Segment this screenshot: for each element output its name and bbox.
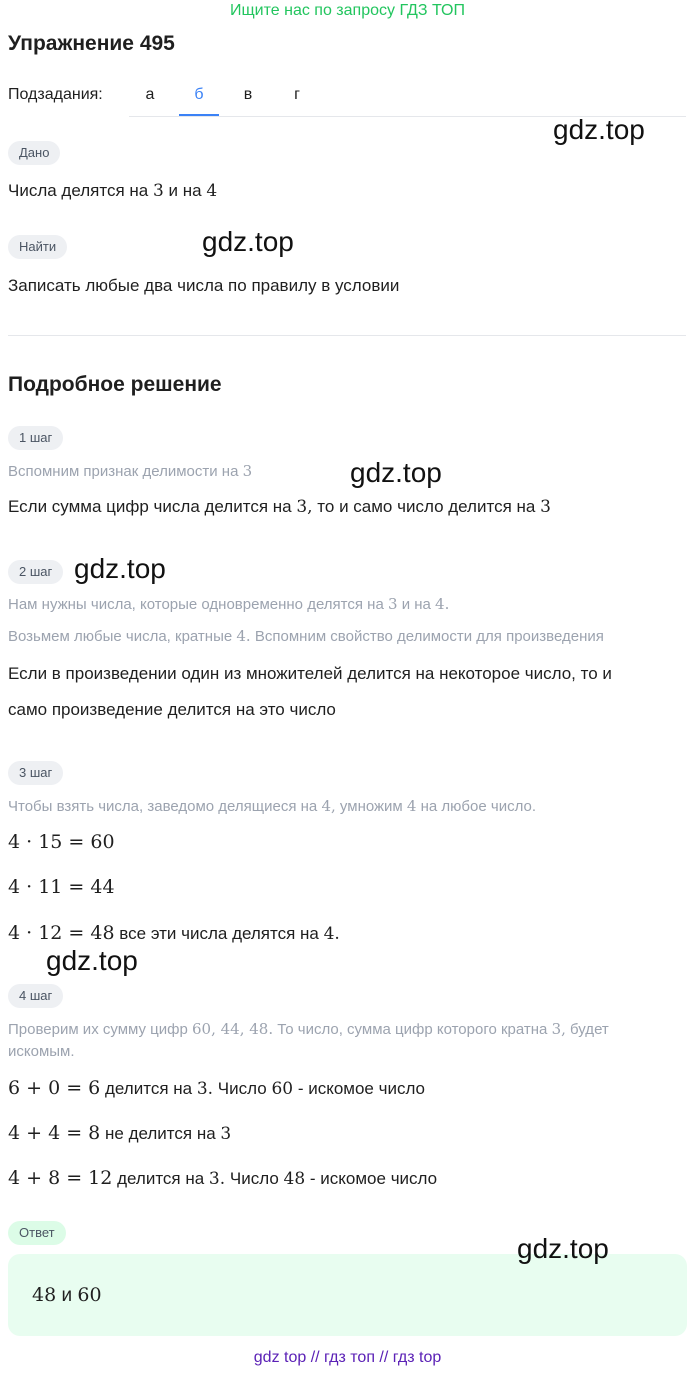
step2-hint-2-part-a: Возьмем любые числа, кратные (8, 628, 233, 645)
step3-equation-3: 4 · 12 = 48 (8, 922, 115, 944)
step4-result-1-part-b: Число (217, 1079, 267, 1098)
step4-hint-numbers: 60, 44, 48. (191, 1020, 274, 1038)
step3-hint-number-2: 4 (406, 797, 417, 815)
given-number-4: 4 (206, 181, 218, 201)
step4-result-1-part-c: - искомое число (297, 1079, 426, 1098)
step4-result-1-equation: 6 + 0 = 6 (8, 1077, 101, 1099)
step3-hint-part-b: умножим (339, 798, 403, 815)
step3-hint-part-a: Чтобы взять числа, заведомо делящиеся на (8, 798, 318, 815)
step4-result-3-equation: 4 + 8 = 12 (8, 1167, 113, 1189)
step1-rule-part-b: то и само число делится на (317, 497, 536, 516)
step4-result-3-part-a: делится на (117, 1169, 205, 1188)
given-text-mid: и на (168, 181, 202, 200)
watermark: gdz.top (553, 114, 645, 145)
step4-result-1-number: 3. (196, 1079, 214, 1099)
step1-hint-text: Вспомним признак делимости на (8, 463, 239, 480)
step4-result-3-part-b: Число (229, 1169, 279, 1188)
step3-equation-3-line (8, 922, 340, 944)
watermark: gdz.top (517, 1233, 609, 1264)
step3-hint-number-1: 4, (321, 797, 336, 815)
step4-result-1-value: 60 (271, 1079, 294, 1099)
find-badge: Найти (8, 235, 67, 259)
step1-hint-number: 3 (242, 462, 253, 480)
step2-hint-1-number-2: 4. (435, 595, 450, 613)
step4-badge: 4 шаг (8, 984, 63, 1008)
subtasks-label: Подзадания: (8, 86, 103, 103)
search-hint-banner: Ищите нас по запросу ГДЗ ТОП (230, 2, 465, 19)
step3-equation-2: 4 · 11 = 44 (8, 876, 115, 898)
step2-rule-line-1: Если в произведении один из множителей делится на некоторое число, то и (8, 664, 612, 683)
step1-rule-number-1: 3, (296, 497, 313, 517)
step4-hint-number: 3, (551, 1020, 566, 1038)
step3-equation-3-number: 4. (323, 924, 340, 944)
given-text (8, 181, 217, 201)
step1-hint (8, 462, 252, 480)
step2-hint-1-part-a: Нам нужны числа, которые одновременно делятся на (8, 596, 384, 613)
step4-result-3-value: 48 (283, 1169, 306, 1189)
step2-hint-1-number-1: 3 (387, 595, 398, 613)
tab-a[interactable]: а (145, 86, 155, 103)
watermark: gdz.top (202, 226, 294, 257)
given-text-before: Числа делятся на (8, 181, 149, 200)
step4-hint-part-b: То число, сумма цифр которого кратна (277, 1021, 548, 1038)
answer-box (8, 1254, 687, 1336)
step3-hint (8, 797, 536, 815)
watermark: gdz.top (46, 945, 138, 976)
step1-rule (8, 497, 551, 517)
step2-rule-line-2: само произведение делится на это число (8, 700, 336, 719)
answer-number-1: 48 (32, 1284, 57, 1306)
step4-hint-line-2: искомым. (8, 1043, 75, 1060)
step4-result-2-number: 3 (220, 1124, 232, 1144)
answer-number-2: 60 (77, 1284, 102, 1306)
step4-result-2-equation: 4 + 4 = 8 (8, 1122, 101, 1144)
tab-b[interactable]: б (179, 76, 219, 116)
step4-result-1 (8, 1077, 425, 1099)
given-badge: Дано (8, 141, 60, 165)
step1-rule-number-2: 3 (540, 497, 551, 517)
step4-result-1-part-a: делится на (105, 1079, 193, 1098)
step2-hint-2-number: 4. (236, 627, 251, 645)
answer-connector: и (61, 1285, 73, 1306)
step4-result-2-part-a: не делится на (105, 1124, 216, 1143)
step2-hint-1-part-b: и на (401, 596, 431, 613)
step4-hint-part-c: будет (570, 1021, 609, 1038)
step3-hint-part-c: на любое число. (420, 798, 537, 815)
step2-hint-2 (8, 627, 604, 645)
watermark: gdz.top (350, 457, 442, 488)
step4-result-3-number: 3. (208, 1169, 226, 1189)
step2-hint-2-part-b: Вспомним свойство делимости для произведения (254, 628, 604, 645)
step4-result-3 (8, 1167, 437, 1189)
step4-hint-line-1 (8, 1020, 609, 1038)
subtask-tabs (129, 76, 686, 117)
step2-hint-1 (8, 595, 449, 613)
step1-rule-part-a: Если сумма цифр числа делится на (8, 497, 292, 516)
footer-links[interactable]: gdz top // гдз топ // гдз top (253, 1349, 442, 1366)
given-number-3: 3 (152, 181, 164, 201)
answer-badge: Ответ (8, 1221, 66, 1245)
find-text: Записать любые два числа по правилу в условии (8, 276, 400, 295)
step4-result-3-part-c: - искомое число (309, 1169, 438, 1188)
section-divider (8, 335, 686, 336)
step1-badge: 1 шаг (8, 426, 63, 450)
step3-equation-1: 4 · 15 = 60 (8, 831, 115, 853)
watermark: gdz.top (74, 553, 166, 584)
step4-hint-part-a: Проверим их сумму цифр (8, 1021, 188, 1038)
exercise-title: Упражнение 495 (8, 32, 175, 55)
step4-result-2 (8, 1122, 231, 1144)
step2-badge: 2 шаг (8, 560, 63, 584)
tab-v[interactable]: в (243, 86, 253, 103)
step3-badge: 3 шаг (8, 761, 63, 785)
step3-equation-3-tail: все эти числа делятся на (119, 924, 319, 943)
tab-g[interactable]: г (294, 86, 300, 103)
answer-text (32, 1284, 102, 1307)
solution-title: Подробное решение (8, 373, 222, 396)
